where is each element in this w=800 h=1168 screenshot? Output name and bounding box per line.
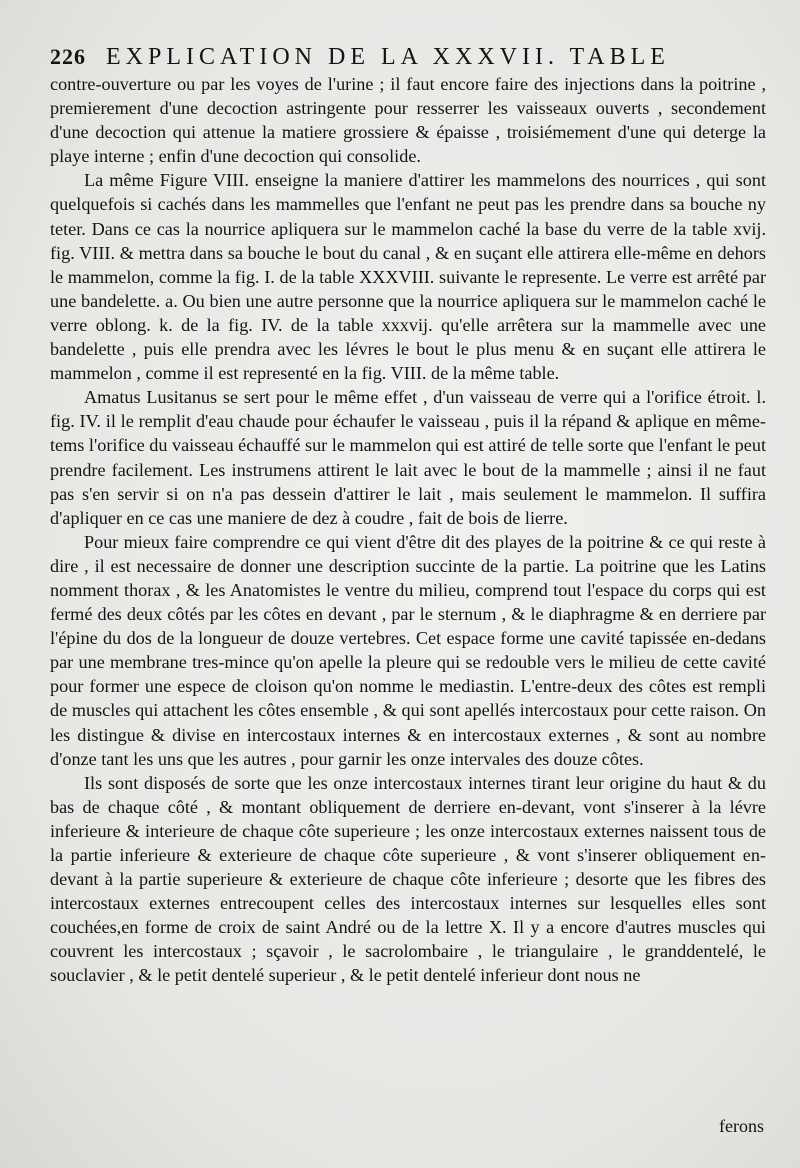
paragraph-1: contre-ouverture ou par les voyes de l'urine ; il faut encore faire des injections dans la poitrine , premierement d'une decoction astringente pour resserrer les vaisseaux ouverts , secondement d'une decoction qui attenue la matiere grossiere & épaisse , troisiémement d'une qui deterge la playe interne ; enfin d'une decoction qui consolide. bbox=[50, 74, 766, 167]
paragraph-4: Pour mieux faire comprendre ce qui vient d'être dit des playes de la poitrine & ce qui reste à dire , il est necessaire de donner une description succinte de la partie. La poitrine que les Latins nomment thorax , & les Anatomistes le ventre du milieu, comprend tout l'espace du corps qui est fermé des deux côtés par les côtes en devant , par le sternum , & le diaphragme & en derriere par l'épine du dos de la longueur de douze vertebres. Cet espace forme une cavité tapissée en-dedans par une membrane tres-mince qu'on apelle la pleure qui se redouble vers le milieu de cette cavité pour former une espece de cloison qu'on nomme le mediastin. L'entre-deux des côtes est rempli de muscles qui attachent les côtes ensemble , & qui sont apellés intercostaux pour cette raison. On les distingue & divise en intercostaux internes & en intercostaux externes , & sont au nombre d'onze tant les uns que les autres , pour garnir les onze intervales des douze côtes. bbox=[50, 531, 766, 769]
running-head: EXPLICATION DE LA XXXVII. TABLE bbox=[106, 44, 670, 70]
paragraph-5: Ils sont disposés de sorte que les onze intercostaux internes tirant leur origine du haut & du bas de chaque côté , & montant obliquement de derriere en-devant, vont s'inserer à la lévre inferieure & interieure de chaque côte superieure ; les onze intercostaux externes naissent tous de la partie inferieure & exterieure de chaque côte superieure , & vont s'inserer obliquement en-devant à la partie superieure & exterieure de chaque côte inferieure ; desorte que les fibres des intercostaux externes entrecoupent celles des intercostaux internes sur lesquelles elles sont couchées,en forme de croix de saint André ou de la lettre X. Il y a encore d'autres muscles qui couvrent les intercostaux ; sçavoir , le sacrolombaire , le triangulaire , le granddentelé, le souclavier , & le petit dentelé superieur , & le petit dentelé inferieur dont nous ne bbox=[50, 772, 766, 986]
page-body bbox=[50, 72, 766, 988]
catchword: ferons bbox=[719, 1116, 764, 1136]
page-number: 226 bbox=[50, 44, 86, 69]
paragraph-3: Amatus Lusitanus se sert pour le même effet , d'un vaisseau de verre qui a l'orifice étroit. l. fig. IV. il le remplit d'eau chaude pour échaufer le vaisseau , puis il la répand & aplique en même-tems l'orifice du vaisseau échauffé sur le mammelon qui est attiré de telle sorte que l'enfant le peut prendre facilement. Les instrumens attirent le lait avec le bout de la mammelle ; ainsi il ne faut pas s'en servir si on n'a pas dessein d'attirer le lait , mais seulement le mammelon. Il suffira d'apliquer en ce cas une maniere de dez à coudre , fait de bois de lierre. bbox=[50, 387, 766, 528]
paragraph-2: La même Figure VIII. enseigne la maniere d'attirer les mammelons des nourrices , qui sont quelquefois si cachés dans les mammelles que l'enfant ne peut pas les prendre dans sa bouche ny teter. Dans ce cas la nourrice apliquera sur le mammelon caché la base du verre de la table xvij. fig. VIII. & mettra dans sa bouche le bout du canal , & en suçant elle attirera elle-même en dehors le mammelon, comme la fig. I. de la table XXXVIII. suivante le represente. Le verre est arrêté par une bandelette. a. Ou bien une autre personne que la nourrice apliquera sur le mammelon caché le verre oblong. k. de la fig. IV. de la table xxxvij. qu'elle arrêtera sur la mammelle avec une bandelette , puis elle prendra avec les lévres le bout le plus menu & en suçant elle attirera le mammelon , comme il est representé en la fig. VIII. de la même table. bbox=[50, 170, 766, 384]
page-header bbox=[50, 44, 730, 71]
